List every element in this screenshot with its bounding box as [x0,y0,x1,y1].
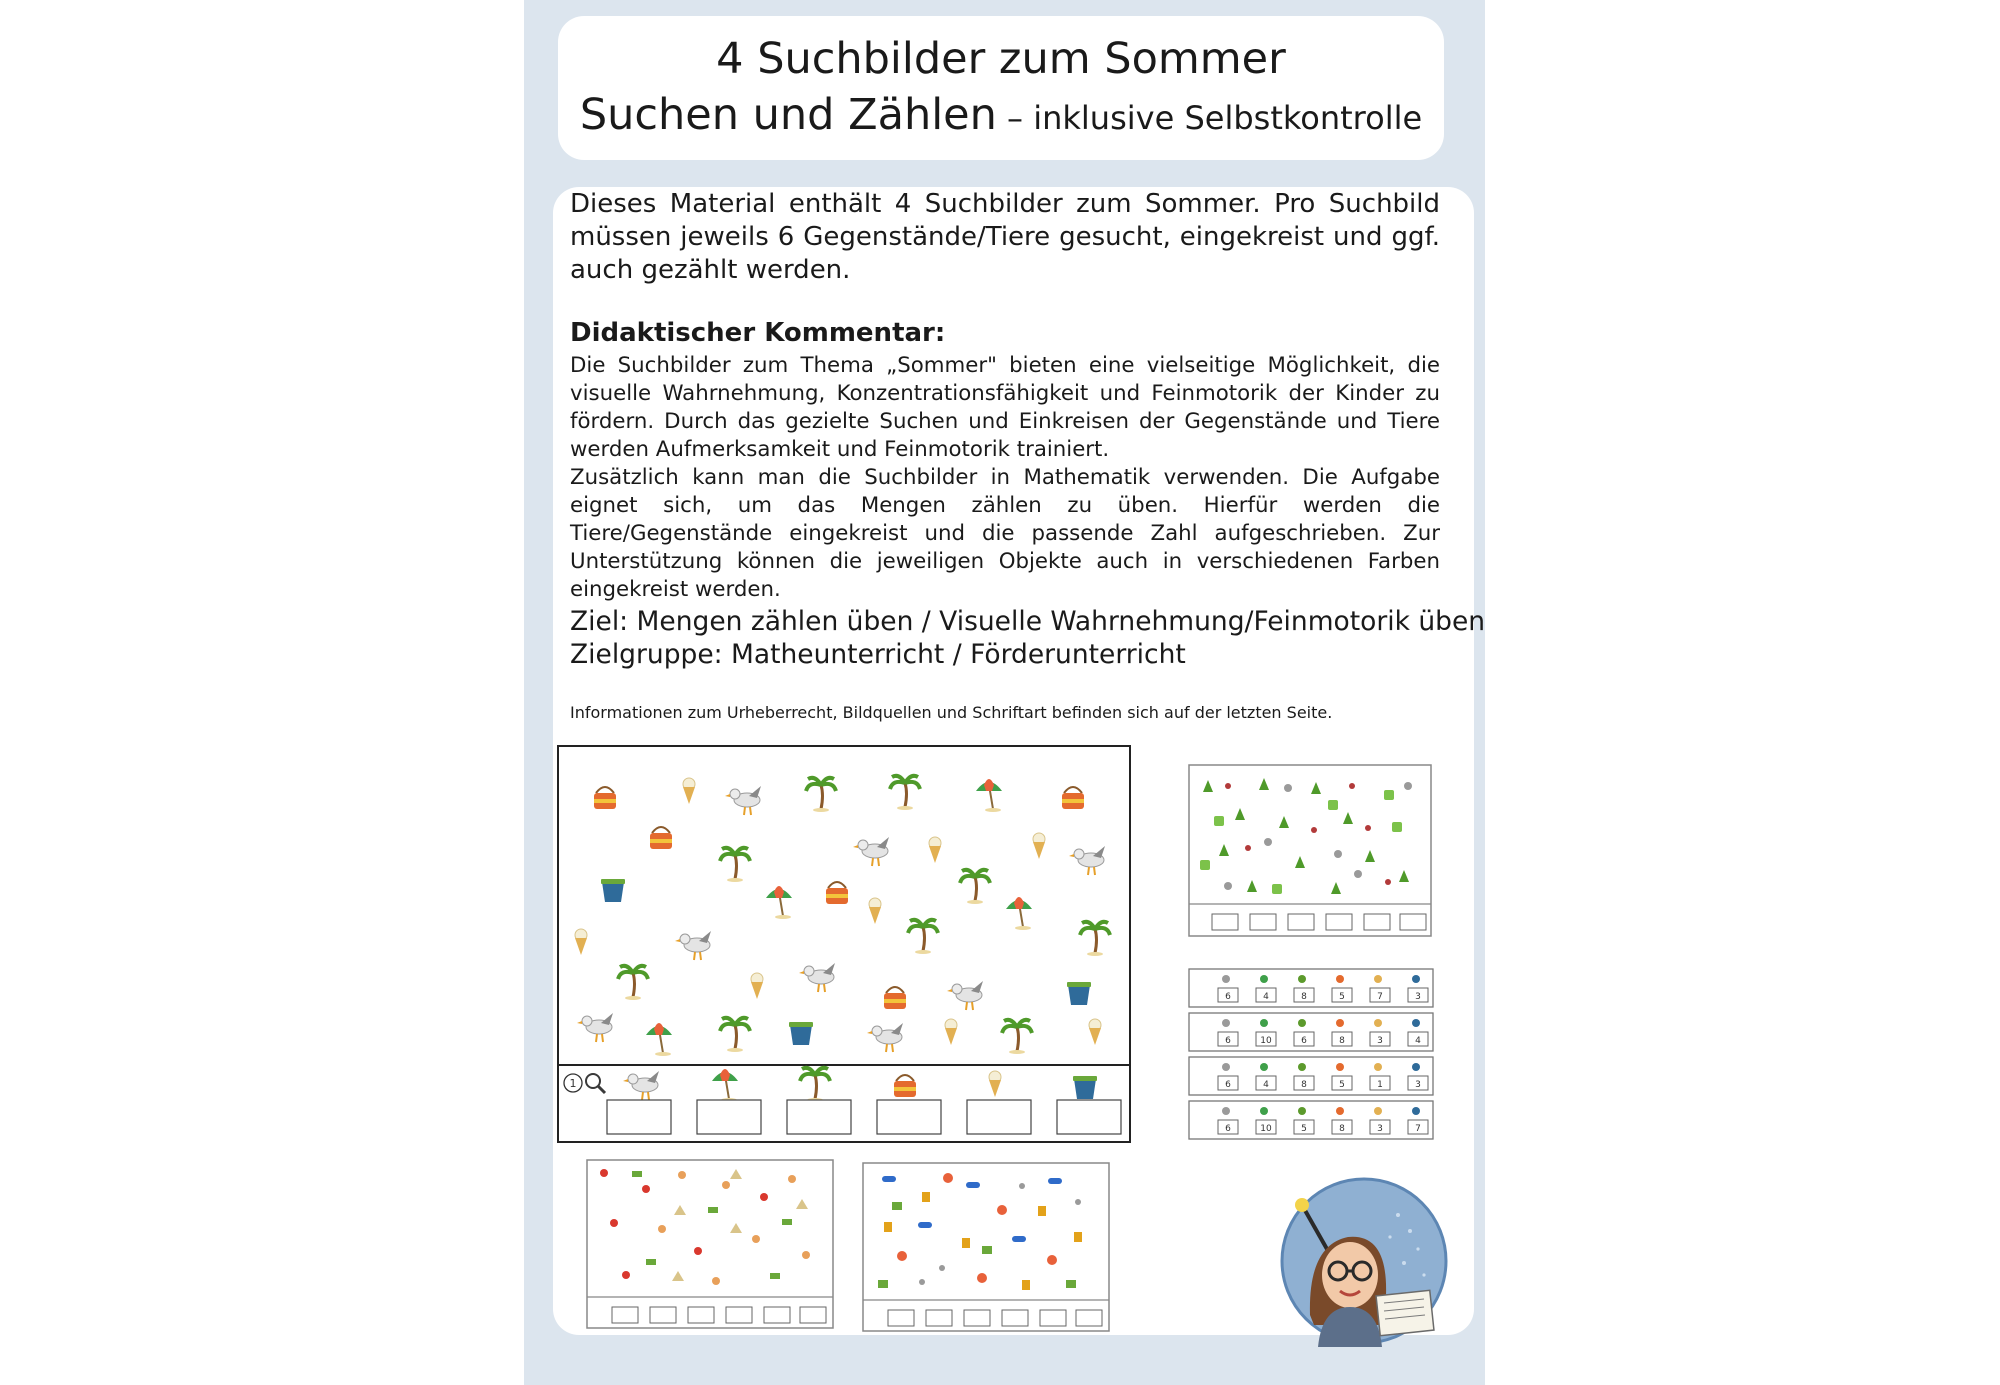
answer-value: 4 [1263,1080,1269,1090]
preview-forest [1188,764,1432,937]
answer-value: 8 [1339,1124,1345,1134]
subtitle-suffix: – inklusive Selbstkontrolle [996,99,1423,137]
answer-value: 10 [1260,1036,1272,1046]
answer-value: 6 [1225,992,1231,1002]
goal-line: Ziel: Mengen zählen üben / Visuelle Wahrnehmung/Feinmotorik üben [570,606,1486,637]
avatar-logo [1278,1175,1450,1347]
answer-strip-icon [1412,1019,1420,1027]
answer-strip-icon [1374,975,1382,983]
title-card [558,16,1444,160]
answer-strip-icon [1374,1107,1382,1115]
answer-strip-icon [1260,1019,1268,1027]
answer-value: 6 [1225,1080,1231,1090]
answer-value: 8 [1339,1036,1345,1046]
answer-value: 4 [1415,1036,1421,1046]
answer-value: 5 [1339,1080,1345,1090]
answer-value: 3 [1377,1124,1383,1134]
answer-strip-icon [1260,1063,1268,1071]
answer-value: 1 [1377,1080,1383,1090]
answer-strip-icon [1298,1063,1306,1071]
comment-heading: Didaktischer Kommentar: [570,318,946,348]
answer-strip-icon [1298,1019,1306,1027]
answer-value: 3 [1377,1036,1383,1046]
preview-beach [586,1159,834,1329]
answer-value: 3 [1415,992,1421,1002]
answer-value: 5 [1301,1124,1307,1134]
answer-value: 6 [1225,1036,1231,1046]
answer-strip-icon [1222,1063,1230,1071]
answer-strip-icon [1298,975,1306,983]
answer-value: 6 [1225,1124,1231,1134]
comment-text [570,352,1440,604]
answer-strip-icon [1412,1107,1420,1115]
answer-value: 8 [1301,992,1307,1002]
answer-value: 7 [1377,992,1383,1002]
goal-section [570,605,1485,671]
answer-value: 5 [1339,992,1345,1002]
answer-strip-icon [1298,1107,1306,1115]
target-group-line: Zielgruppe: Matheunterricht / Förderunterricht [570,639,1186,670]
preview-page-number: 1 [569,1077,577,1090]
answer-strip-icon [1260,975,1268,983]
preview-swimming [862,1162,1110,1332]
answer-key-strips [1188,968,1434,1140]
page-title: 4 Suchbilder zum Sommer [716,34,1286,84]
comment-paragraph-2: Zusätzlich kann man die Suchbilder in Mathematik verwenden. Die Aufgabe eignet sich, um das Mengen zählen zu üben. Hierfür werden die Tiere/Gegenstände eingekreist und die passende Zahl aufgeschrieben. Zur Unterstützung können die jeweiligen Objekte auch in verschiedenen Farben eingekreist werden. [570,465,1440,602]
answer-strip-icon [1222,1107,1230,1115]
page-subtitle [558,90,1444,140]
intro-paragraph: Dieses Material enthält 4 Suchbilder zum Sommer. Pro Suchbild müssen jeweils 6 Gegenstände/Tiere gesucht, eingekreist und ggf. auch gezählt werden. [570,189,1440,285]
answer-strip-icon [1336,1019,1344,1027]
answer-value: 10 [1260,1124,1272,1134]
subtitle-main: Suchen und Zählen [579,90,997,140]
answer-value: 8 [1301,1080,1307,1090]
answer-strip-icon [1336,975,1344,983]
answer-strip-icon [1222,1019,1230,1027]
answer-value: 7 [1415,1124,1421,1134]
answer-strip-icon [1336,1107,1344,1115]
answer-strip-icon [1260,1107,1268,1115]
answer-strip-icon [1374,1063,1382,1071]
comment-paragraph-1: Die Suchbilder zum Thema „Sommer" bieten eine vielseitige Möglichkeit, die visuelle Wahrnehmung, Konzentrationsfähigkeit und Feinmotorik der Kinder zu fördern. Durch das gezielte Suchen und Einkreisen der Gegenstände und Tiere werden Aufmerksamkeit und Feinmotorik trainiert. [570,353,1440,462]
answer-strip-icon [1374,1019,1382,1027]
info-note: Informationen zum Urheberrecht, Bildquellen und Schriftart befinden sich auf der letzten Seite. [570,703,1333,722]
answer-strip-icon [1336,1063,1344,1071]
answer-value: 6 [1301,1036,1307,1046]
answer-strip-icon [1222,975,1230,983]
preview-main [557,745,1131,1143]
answer-strip-icon [1412,975,1420,983]
answer-strip-icon [1412,1063,1420,1071]
answer-value: 4 [1263,992,1269,1002]
answer-value: 3 [1415,1080,1421,1090]
